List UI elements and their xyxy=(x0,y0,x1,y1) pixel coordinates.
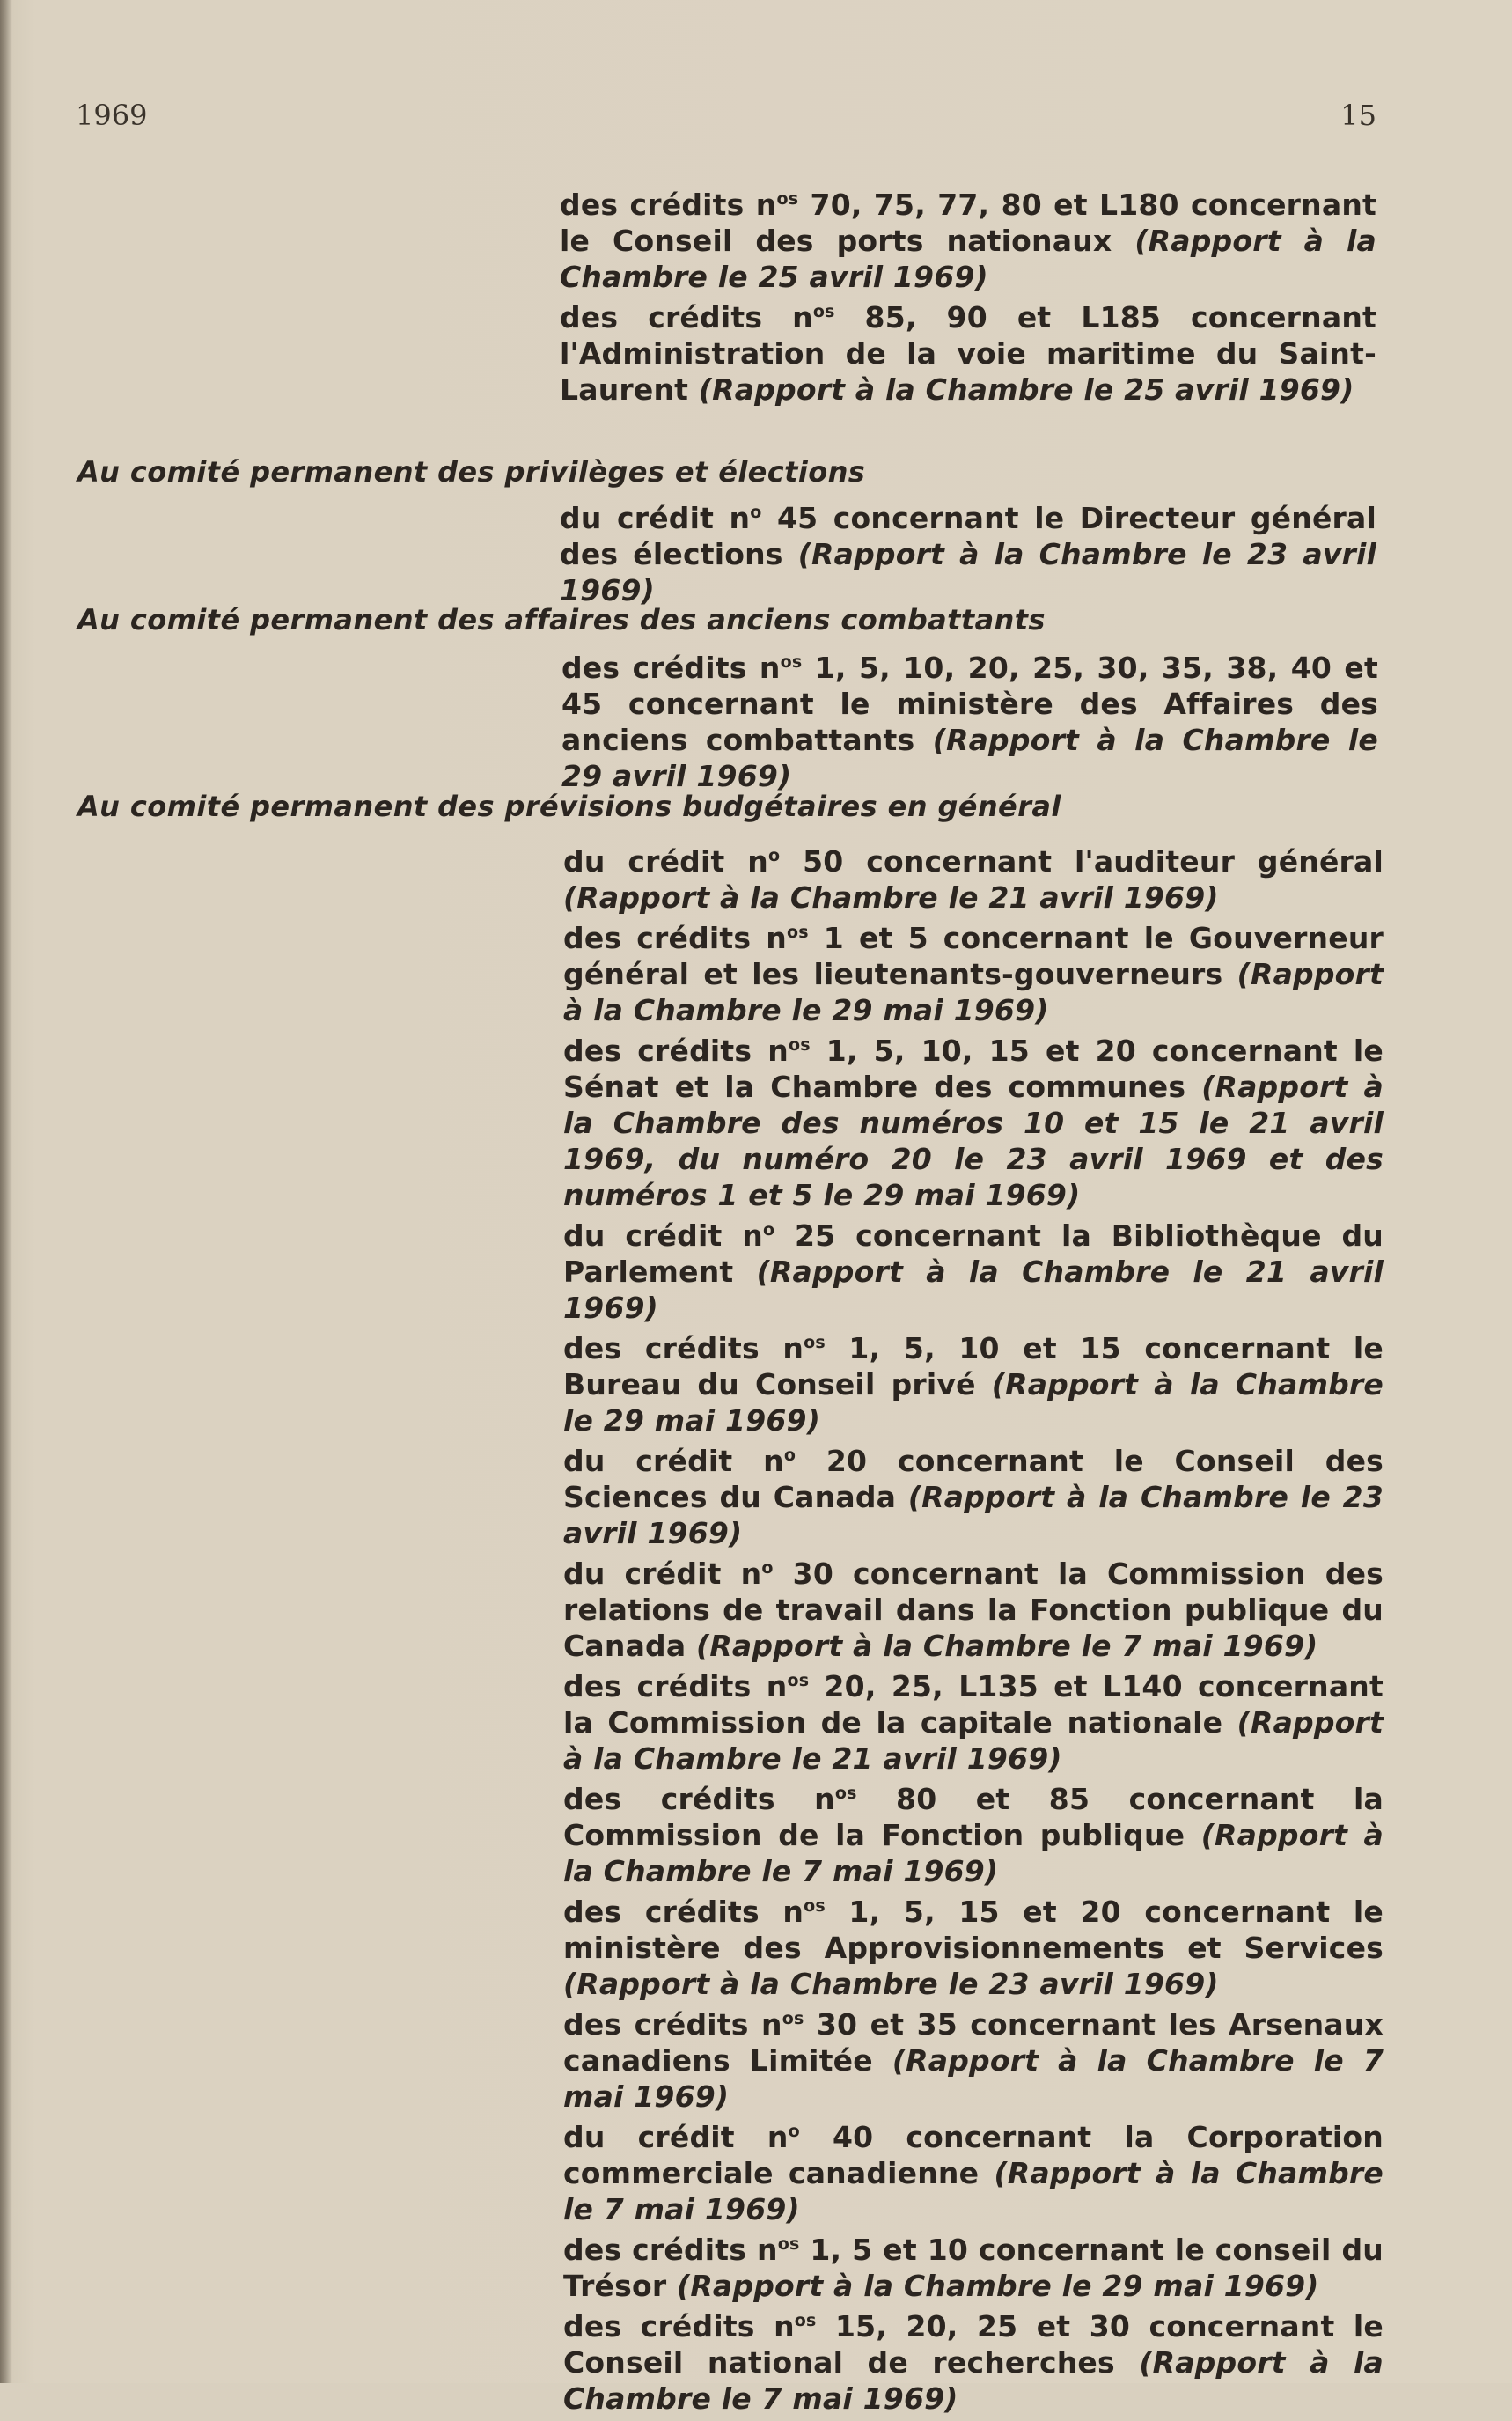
entry: des crédits $n^{os}$ 1, 5, 10, 15 et 20 concernant le Sénat et la Chambre des communes (Rapport à la Chambre des numéros 10 et 15 le 21 avril 1969, du numéro 20 le 23 avril 1969 et des numéros 1 et 5 le 29 mai 1969) xyxy=(563,1034,1384,1212)
section-3-entries xyxy=(563,843,1384,2421)
section-heading: Au comité permanent des prévisions budgétaires en général xyxy=(77,790,1061,823)
entry: du crédit $n^o$ 50 concernant l'auditeur général (Rapport à la Chambre le 21 avril 1969) xyxy=(563,844,1384,915)
entry: des crédits $n^{os}$ 85, 90 et L185 concernant l'Administration de la voie maritime du Saint-Laurent (Rapport à la Chambre le 25 avril 1969) xyxy=(560,300,1376,407)
entry: des crédits $n^{os}$ 1 et 5 concernant le Gouverneur général et les lieutenants-gouverneurs (Rapport à la Chambre le 29 mai 1969) xyxy=(563,921,1384,1027)
running-head-year: 1969 xyxy=(76,99,148,132)
entry: des crédits $n^{os}$ 1, 5, 10 et 15 concernant le Bureau du Conseil privé (Rapport à la Chambre le 29 mai 1969) xyxy=(563,1331,1384,1438)
entry: des crédits $n^{os}$ 30 et 35 concernant les Arsenaux canadiens Limitée (Rapport à la Chambre le 7 mai 1969) xyxy=(563,2007,1384,2114)
entry: du crédit $n^o$ 40 concernant la Corporation commerciale canadienne (Rapport à la Chambre le 7 mai 1969) xyxy=(563,2120,1384,2226)
section-heading: Au comité permanent des privilèges et élections xyxy=(77,455,866,489)
page-number: 15 xyxy=(1340,99,1376,132)
section-2-entries xyxy=(561,650,1378,798)
entry: des crédits $n^{os}$ 15, 20, 25 et 30 concernant le Conseil national de recherches (Rapport à la Chambre le 7 mai 1969) xyxy=(563,2309,1384,2416)
entry: du crédit $n^o$ 20 concernant le Conseil des Sciences du Canada (Rapport à la Chambre le 23 avril 1969) xyxy=(563,1444,1384,1550)
entry: des crédits $n^{os}$ 80 et 85 concernant la Commission de la Fonction publique (Rapport à la Chambre le 7 mai 1969) xyxy=(563,1782,1384,1888)
entry: du crédit $n^o$ 45 concernant le Directeur général des élections (Rapport à la Chambre le 23 avril 1969) xyxy=(560,501,1376,607)
section-heading: Au comité permanent des affaires des anciens combattants xyxy=(77,603,1046,637)
entry: des crédits $n^{os}$ 70, 75, 77, 80 et L180 concernant le Conseil des ports nationaux (Rapport à la Chambre le 25 avril 1969) xyxy=(560,188,1377,294)
section-1-entries xyxy=(560,500,1376,613)
entry: des crédits $n^{os}$ 1, 5, 15 et 20 concernant le ministère des Approvisionnements et Services (Rapport à la Chambre le 23 avril 1969) xyxy=(563,1895,1384,2001)
entry: des crédits $n^{os}$ 20, 25, L135 et L140 concernant la Commission de la capitale nationale (Rapport à la Chambre le 21 avril 1969) xyxy=(563,1669,1384,1776)
entry: du crédit $n^o$ 25 concernant la Bibliothèque du Parlement (Rapport à la Chambre le 21 avril 1969) xyxy=(563,1218,1384,1325)
entry: du crédit $n^o$ 30 concernant la Commission des relations de travail dans la Fonction publique du Canada (Rapport à la Chambre le 7 mai 1969) xyxy=(563,1556,1384,1663)
entry: des crédits $n^{os}$ 1, 5 et 10 concernant le conseil du Trésor (Rapport à la Chambre le 29 mai 1969) xyxy=(563,2233,1384,2303)
section-0-entries xyxy=(560,187,1376,412)
entry: des crédits $n^{os}$ 1, 5, 10, 20, 25, 30, 35, 38, 40 et 45 concernant le ministère des Affaires des anciens combattants (Rapport à la Chambre le 29 avril 1969) xyxy=(561,651,1378,793)
